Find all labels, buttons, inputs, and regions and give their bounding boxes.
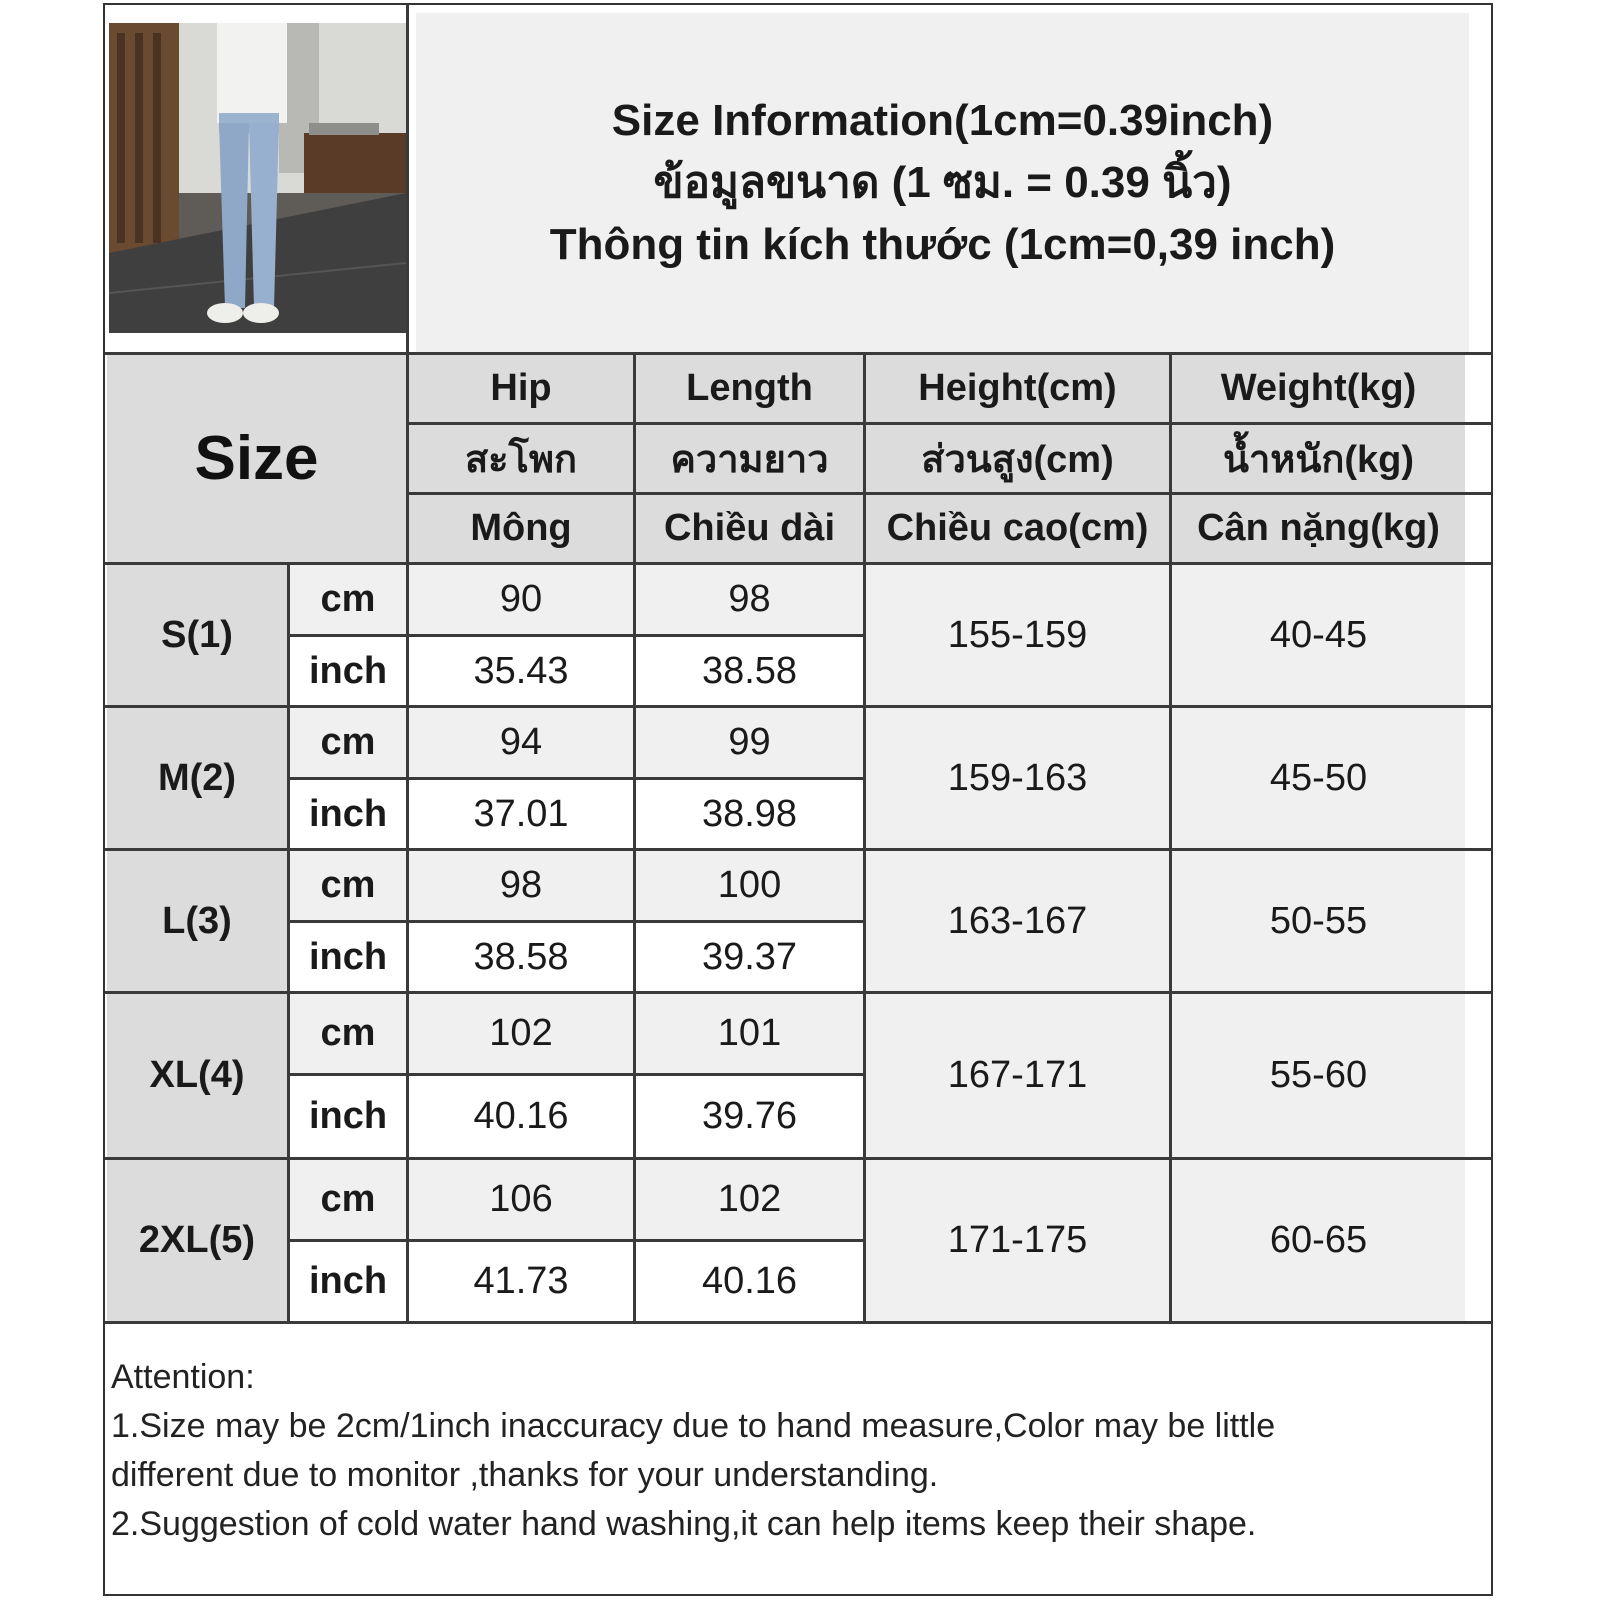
notes-line-1b: different due to monitor ,thanks for your understanding. [111,1456,939,1494]
column-header-weight-th: น้ำหนัก(kg) [1172,425,1465,492]
column-header-hip-en: Hip [409,355,633,422]
column-header-height-en: Height(cm) [866,355,1169,422]
grid-line [105,848,1491,851]
hip-cm-value: 94 [409,708,633,777]
grid-line [633,352,636,1324]
grid-line [105,1157,1491,1160]
hip-inch-value: 40.16 [409,1076,633,1157]
title-thai: ข้อมูลขนาด (1 ซม. = 0.39 นิ้ว) [653,158,1232,207]
column-header-length-th: ความยาว [636,425,863,492]
length-inch-value: 38.98 [636,780,863,848]
title-english: Size Information(1cm=0.39inch) [611,96,1274,145]
column-header-height-th: ส่วนสูง(cm) [866,425,1169,492]
column-header-hip-vi: Mông [409,495,633,562]
grid-line [406,492,1491,495]
notes-line-1a: 1.Size may be 2cm/1inch inaccuracy due to hand measure,Color may be little [111,1407,1276,1445]
unit-label-cm: cm [290,851,406,920]
hip-inch-value: 37.01 [409,780,633,848]
hip-cm-value: 102 [409,994,633,1073]
height-range-value: 171-175 [866,1160,1169,1321]
column-header-weight-vi: Cân nặng(kg) [1172,495,1465,562]
weight-range-value: 60-65 [1172,1160,1465,1321]
weight-range-value: 50-55 [1172,851,1465,991]
grid-line [105,991,1491,994]
length-inch-value: 38.58 [636,637,863,705]
size-header-cell [107,355,406,562]
height-range-value: 163-167 [866,851,1169,991]
unit-label-cm: cm [290,994,406,1073]
size-label-xl: XL(4) [107,994,287,1157]
column-header-hip-th: สะโพก [409,425,633,492]
hip-inch-value: 35.43 [409,637,633,705]
grid-line [287,1073,866,1076]
length-inch-value: 39.37 [636,923,863,991]
grid-line [406,5,409,1324]
size-label-2xl: 2XL(5) [107,1160,287,1321]
unit-label-cm: cm [290,1160,406,1239]
grid-line [406,422,1491,425]
length-cm-value: 98 [636,565,863,634]
hip-cm-value: 106 [409,1160,633,1239]
column-header-length-en: Length [636,355,863,422]
height-range-value: 159-163 [866,708,1169,848]
length-inch-value: 39.76 [636,1076,863,1157]
grid-line [287,777,866,780]
weight-range-value: 55-60 [1172,994,1465,1157]
length-cm-value: 99 [636,708,863,777]
column-header-weight-en: Weight(kg) [1172,355,1465,422]
hip-inch-value: 38.58 [409,923,633,991]
product-photo-illustration [109,23,406,333]
unit-label-cm: cm [290,708,406,777]
length-cm-value: 102 [636,1160,863,1239]
size-chart-sheet [103,3,1493,1596]
unit-label-inch: inch [290,780,406,848]
length-cm-value: 101 [636,994,863,1073]
hip-cm-value: 90 [409,565,633,634]
notes-line-2: 2.Suggestion of cold water hand washing,it can help items keep their shape. [111,1505,1257,1543]
weight-range-value: 40-45 [1172,565,1465,705]
column-header-length-vi: Chiều dài [636,495,863,562]
notes-heading: Attention: [111,1358,255,1396]
title-vietnamese: Thông tin kích thước (1cm=0,39 inch) [549,220,1336,269]
size-header-label: Size [194,424,319,493]
weight-range-value: 45-50 [1172,708,1465,848]
length-cm-value: 100 [636,851,863,920]
unit-label-cm: cm [290,565,406,634]
grid-line [105,562,1491,565]
size-label-l: L(3) [107,851,287,991]
height-range-value: 167-171 [866,994,1169,1157]
length-inch-value: 40.16 [636,1242,863,1321]
grid-line [105,352,1491,355]
attention-notes [111,1353,1481,1549]
grid-line [105,705,1491,708]
hip-inch-value: 41.73 [409,1242,633,1321]
grid-line [287,562,290,1324]
column-header-height-vi: Chiều cao(cm) [866,495,1169,562]
grid-line [1169,352,1172,1324]
product-photo [109,23,406,333]
unit-label-inch: inch [290,923,406,991]
grid-line [287,634,866,637]
size-label-m: M(2) [107,708,287,848]
grid-line [863,352,866,1324]
grid-line [105,1321,1491,1324]
unit-label-inch: inch [290,1242,406,1321]
unit-label-inch: inch [290,637,406,705]
grid-line [287,1239,866,1242]
title-block [416,13,1469,353]
height-range-value: 155-159 [866,565,1169,705]
unit-label-inch: inch [290,1076,406,1157]
hip-cm-value: 98 [409,851,633,920]
size-label-s: S(1) [107,565,287,705]
grid-line [287,920,866,923]
